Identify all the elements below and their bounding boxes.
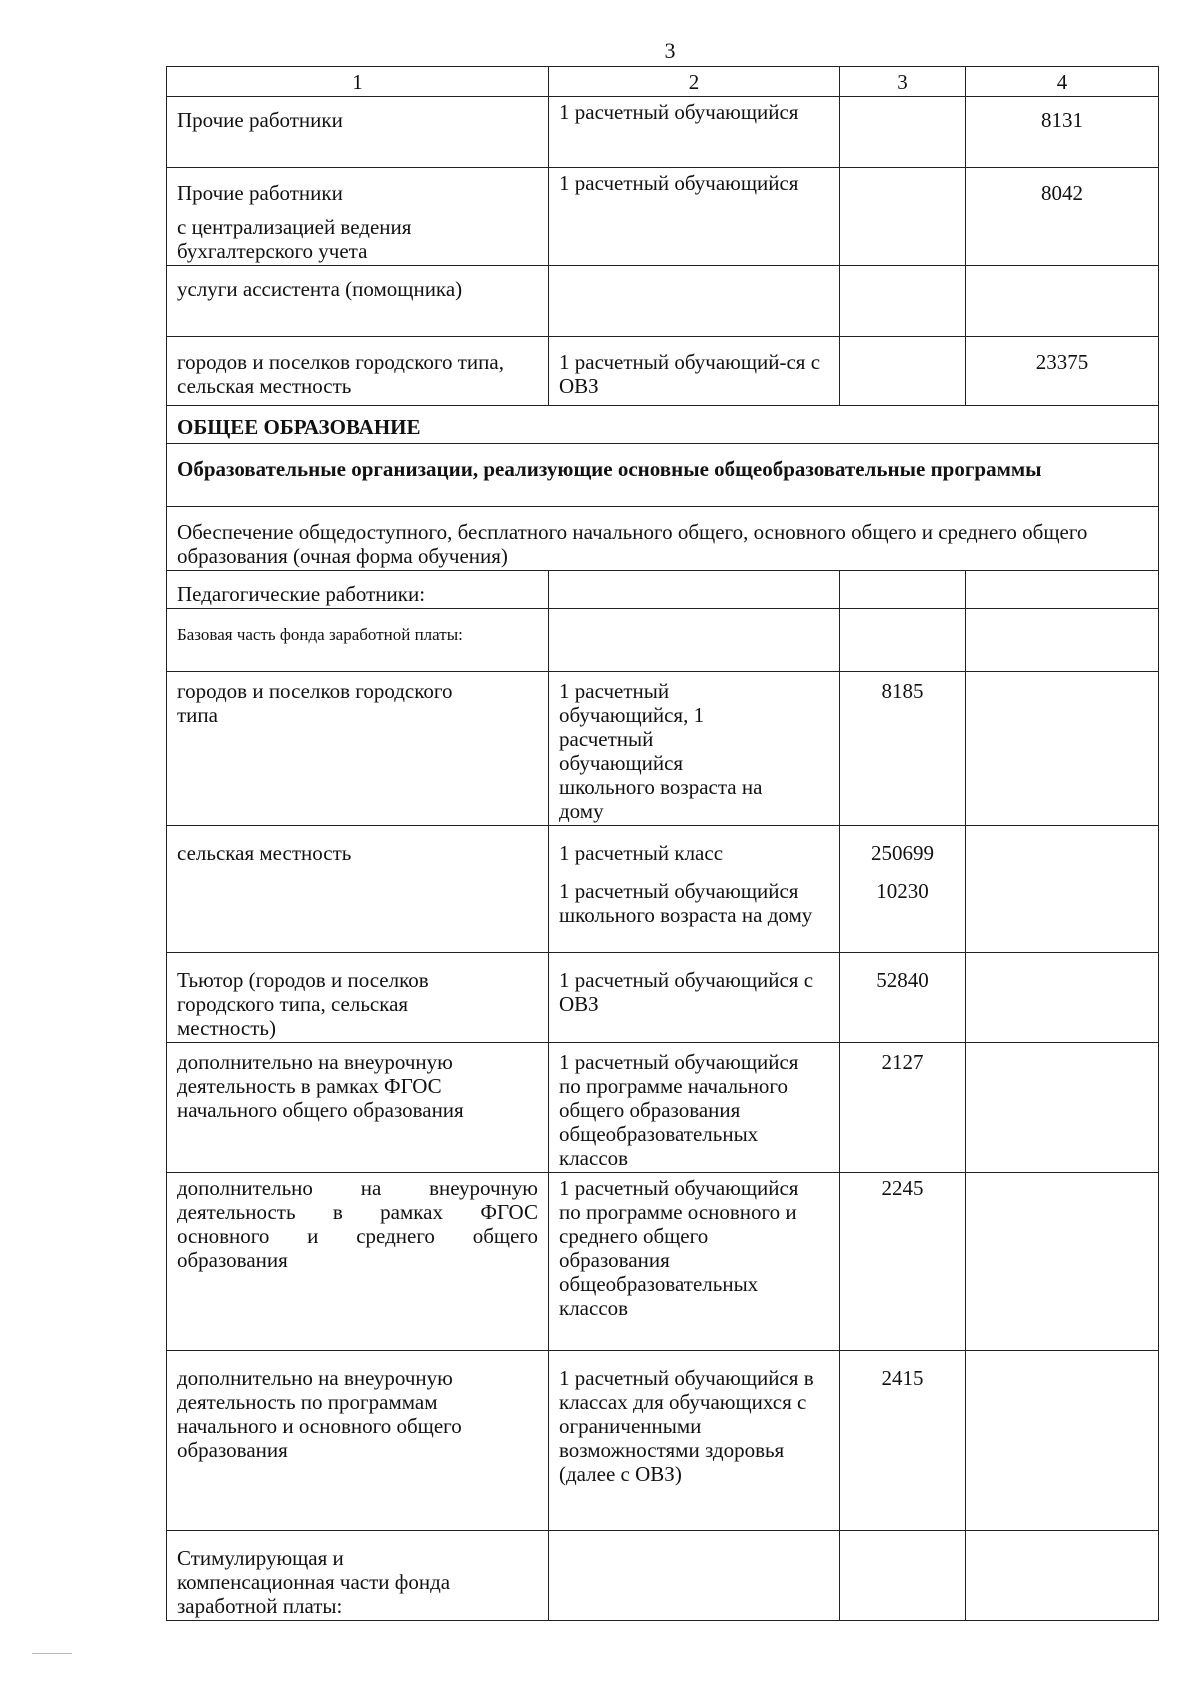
row-value: 250699: [871, 841, 934, 865]
row-unit: 1 расчетный обучающийся с ОВЗ: [559, 968, 814, 1016]
row-unit: 1 расчетный обучающийся: [549, 97, 840, 168]
row-value: 8185: [881, 679, 924, 703]
row-name: дополнительно на внеурочную деятельность в рамках ФГОС основного и среднего общего образования: [177, 1176, 538, 1272]
row-unit: 1 расчетный обучающийся: [549, 168, 840, 266]
table-row: [167, 672, 1159, 826]
row-unit: 1 расчетный обучающийся, 1 расчетный обучающийся школьного возраста на дому: [559, 679, 763, 823]
row-name: услуги ассистента (помощника): [177, 277, 463, 301]
table-row: [167, 609, 1159, 672]
col-header-4: 4: [966, 67, 1159, 97]
row-name: Тьютор (городов и поселков городского типа, сельская местность): [177, 968, 429, 1040]
table-row: [167, 1351, 1159, 1531]
section-description: Обеспечение общедоступного, бесплатного начального общего, основного общего и среднего общего образования (очная форма обучения): [177, 520, 1088, 568]
row-unit: 1 расчетный обучающийся по программе основного и среднего общего образования общеобразовательных классов: [559, 1176, 799, 1320]
table-header-row: [167, 67, 1159, 97]
table-row: [167, 1531, 1159, 1621]
table-row: [167, 337, 1159, 406]
table-row: [167, 826, 1159, 953]
row-name: Прочие работники: [177, 108, 343, 132]
row-name: Педагогические работники:: [177, 582, 426, 606]
table-row: [167, 266, 1159, 337]
row-name-continuation: с централизацией ведения бухгалтерского учета: [177, 215, 412, 263]
row-value: 8131: [1041, 108, 1083, 132]
table-row: [167, 571, 1159, 609]
section-row: [167, 444, 1159, 507]
col-header-3: 3: [840, 67, 966, 97]
section-row: [167, 507, 1159, 571]
col-header-1: 1: [167, 67, 549, 97]
table-row: [167, 97, 1159, 168]
row-value: 2415: [881, 1366, 924, 1390]
section-title: ОБЩЕЕ ОБРАЗОВАНИЕ: [177, 415, 421, 439]
scan-mark: [32, 1653, 72, 1654]
row-unit: 1 расчетный обучающийся по программе начального общего образования общеобразовательных классов: [559, 1050, 799, 1170]
row-name: городов и поселков городского типа, сельская местность: [177, 350, 504, 398]
row-name: сельская местность: [177, 841, 352, 865]
section-row: [167, 406, 1159, 444]
row-value: 8042: [1041, 181, 1083, 205]
row-value: 2127: [881, 1050, 924, 1074]
row-name: Базовая часть фонда заработной платы:: [177, 625, 463, 644]
table-row: [167, 168, 1159, 266]
row-value: 2245: [881, 1176, 924, 1200]
row-value: 10230: [876, 879, 929, 903]
row-name: городов и поселков городского типа: [177, 679, 453, 727]
col-header-2: 2: [549, 67, 840, 97]
table-row: [167, 953, 1159, 1043]
page-number: 3: [664, 38, 676, 63]
row-unit: 1 расчетный обучающийся школьного возраста на дому: [559, 879, 813, 927]
row-name: дополнительно на внеурочную деятельность по программам начального и основного общего образования: [177, 1366, 462, 1462]
section-subtitle: Образовательные организации, реализующие основные общеобразовательные программы: [177, 457, 1042, 481]
row-name: Прочие работники: [177, 181, 343, 205]
row-unit: 1 расчетный обучающийся в классах для обучающихся с ограниченными возможностями здоровья (далее с ОВЗ): [559, 1366, 814, 1486]
row-value: 23375: [1035, 350, 1089, 374]
table-row: [167, 1043, 1159, 1173]
row-name: дополнительно на внеурочную деятельность в рамках ФГОС начального общего образования: [177, 1050, 464, 1122]
row-value: 52840: [876, 968, 929, 992]
table-row: [167, 1173, 1159, 1351]
norms-table: [166, 66, 1159, 1621]
row-unit: 1 расчетный класс: [559, 841, 724, 865]
row-unit: 1 расчетный обучающий-ся с ОВЗ: [559, 350, 821, 398]
row-name: Стимулирующая и компенсационная части фонда заработной платы:: [177, 1546, 451, 1618]
